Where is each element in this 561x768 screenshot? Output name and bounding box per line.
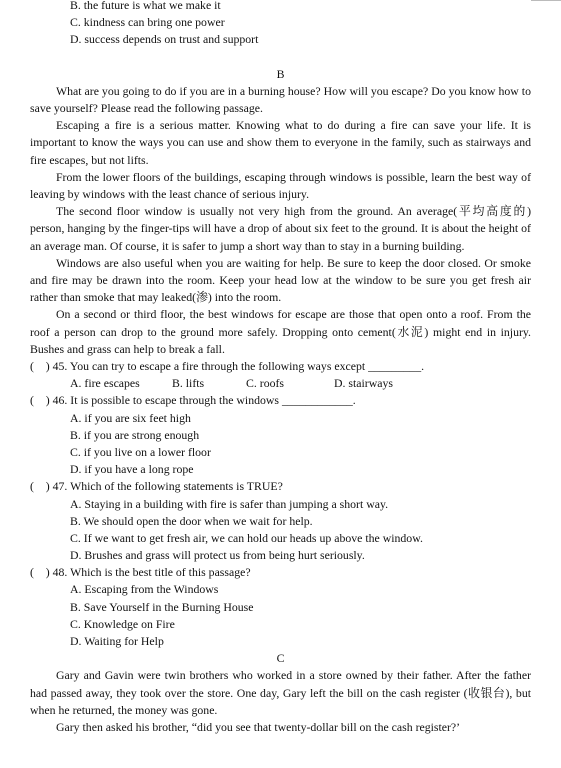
option-line: C. kindness can bring one power [70, 15, 225, 30]
option[interactable]: C. if you live on a lower floor [70, 444, 211, 459]
option[interactable]: B. lifts [172, 376, 205, 391]
option[interactable]: C. Knowledge on Fire [70, 616, 175, 631]
question-48 [30, 564, 531, 650]
option[interactable]: A. Escaping from the Windows [70, 582, 219, 597]
option[interactable]: A. fire escapes [70, 376, 140, 391]
passage-paragraph: Gary then asked his brother, “did you see that twenty-dollar bill on the cash register?’ [56, 719, 461, 734]
page-corner-mark [531, 0, 561, 6]
passage-paragraph: What are you going to do if you are in a burning house? How will you escape? Do you know how to save yourself? Please read the following passage. [30, 83, 531, 115]
question-stem: ( ) 46. It is possible to escape through the windows ____________. [30, 393, 356, 408]
passage-paragraph: Gary and Gavin were twin brothers who worked in a store owned by their father. After the father had passed away, they took over the store. One day, Gary left the bill on the cash register (收银台), but when he returned, the money was gone. [30, 668, 531, 717]
passage-paragraph: On a second or third floor, the best windows for escape are those that open onto a roof. From the roof a person can drop to the ground more safely. Dropping onto cement(水泥) might end in injury. Bushes and grass can help to break a fall. [30, 307, 531, 356]
option-line: D. success depends on trust and support [70, 32, 259, 47]
document-page [30, 0, 531, 736]
passage-paragraph: The second floor window is usually not very high from the ground. An average(平均高度的) person, hanging by the finger-tips will have a drop of about six feet to the ground. It is about the height of an average man. Of course, it is safer to jump a short way than to stay in a burning building. [30, 204, 531, 253]
passage-b [30, 83, 531, 358]
section-label-b: B [276, 66, 285, 81]
question-stem: ( ) 45. You can try to escape a fire through the following ways except _________. [30, 359, 425, 373]
question-47 [30, 478, 531, 564]
option[interactable]: D. if you have a long rope [70, 462, 194, 477]
previous-question-options [30, 0, 531, 49]
passage-c [30, 667, 531, 736]
option[interactable]: B. We should open the door when we wait for help. [70, 513, 313, 528]
question-45 [30, 358, 531, 392]
option[interactable]: B. if you are strong enough [70, 427, 200, 442]
option[interactable]: D. stairways [334, 376, 393, 391]
option[interactable]: C. If we want to get fresh air, we can hold our heads up above the window. [70, 530, 423, 545]
option[interactable]: A. Staying in a building with fire is safer than jumping a short way. [70, 496, 389, 511]
question-stem: ( ) 48. Which is the best title of this passage? [30, 565, 251, 580]
option[interactable]: D. Waiting for Help [70, 634, 164, 648]
option[interactable]: B. Save Yourself in the Burning House [70, 599, 254, 614]
passage-paragraph: Windows are also useful when you are waiting for help. Be sure to keep the door closed. Or smoke and fire may be drawn into the room. Keep your head low at the window to be sure you get fresh air rather than smoke that may leaked(渗) into the room. [30, 255, 531, 305]
question-stem: ( ) 47. Which of the following statements is TRUE? [30, 479, 283, 494]
passage-paragraph: Escaping a fire is a serious matter. Knowing what to do during a fire can save your life. It is important to know the ways you can use and show them to everyone in the family, such as stairways and fire escapes, but not lifts. [30, 118, 531, 167]
option-line: B. the future is what we make it [70, 0, 221, 12]
passage-paragraph: From the lower floors of the buildings, escaping through windows is possible, learn the best way of leaving by windows with the least chance of serious injury. [30, 169, 531, 201]
question-46 [30, 392, 531, 478]
section-label-c: C [276, 651, 285, 666]
option[interactable]: D. Brushes and grass will protect us from being hurt seriously. [70, 548, 365, 563]
option[interactable]: C. roofs [246, 376, 285, 391]
option[interactable]: A. if you are six feet high [70, 410, 191, 425]
inline-options [30, 375, 531, 392]
